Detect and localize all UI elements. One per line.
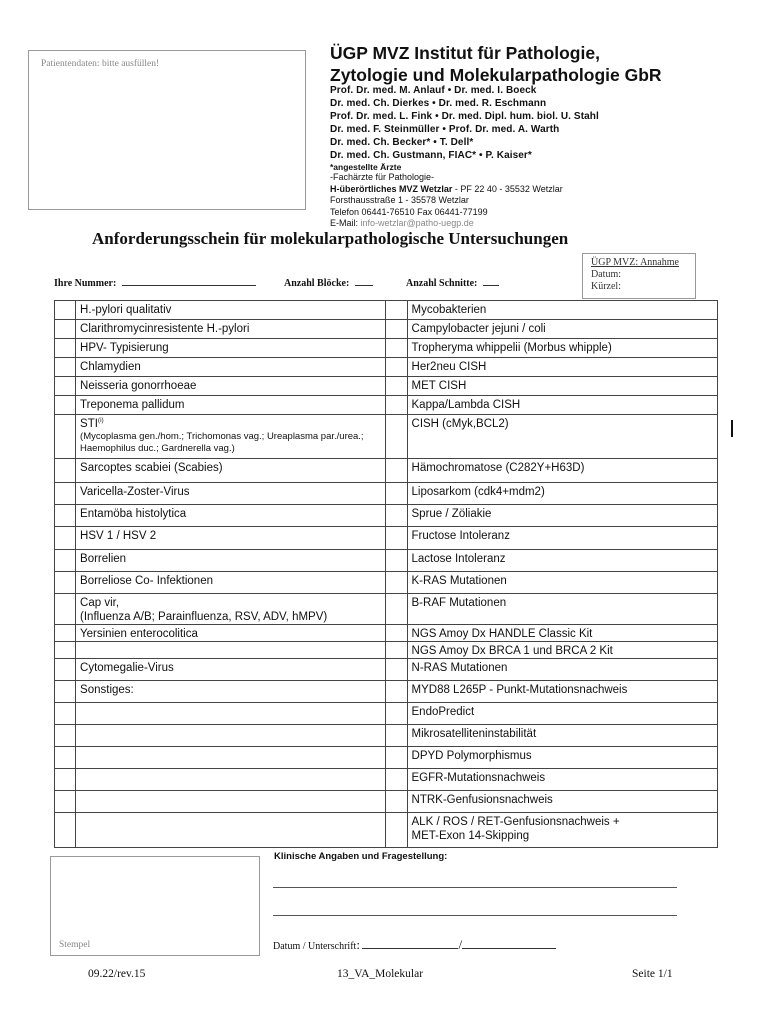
exam-label-alk <box>407 813 717 848</box>
checkbox-cell[interactable] <box>55 594 76 625</box>
exam-label: Fructose Intoleranz <box>407 527 717 550</box>
capvir-note: (Influenza A/B; Parainfluenza, RSV, ADV, hMPV) <box>80 611 328 623</box>
exam-label: NGS Amoy Dx BRCA 1 und BRCA 2 Kit <box>407 642 717 659</box>
patient-data-label: Patientendaten: bitte ausfüllen! <box>41 59 160 69</box>
checkbox-cell[interactable] <box>386 301 407 320</box>
table-row <box>55 358 718 377</box>
table-row <box>55 769 718 791</box>
exam-label: HSV 1 / HSV 2 <box>76 527 386 550</box>
exam-table <box>54 300 718 848</box>
sti-superscript: (i) <box>97 417 104 425</box>
checkbox-cell[interactable] <box>55 339 76 358</box>
exam-label: Borrelien <box>76 550 386 572</box>
text-cursor <box>731 420 733 437</box>
checkbox-cell[interactable] <box>386 550 407 572</box>
footer-code: 13_VA_Molekular <box>337 968 424 980</box>
checkbox-cell[interactable] <box>386 813 407 848</box>
checkbox-cell[interactable] <box>55 320 76 339</box>
checkbox-cell[interactable] <box>386 625 407 642</box>
table-row <box>55 301 718 320</box>
exam-label: Sonstiges: <box>76 681 386 703</box>
exam-label: Varicella-Zoster-Virus <box>76 483 386 505</box>
exam-label: EndoPredict <box>407 703 717 725</box>
exam-label-sti <box>76 415 386 459</box>
exam-label[interactable] <box>76 725 386 747</box>
stamp-label: Stempel <box>59 940 91 950</box>
doctors-line: Dr. med. Ch. Gustmann, FIAC* • P. Kaiser* <box>330 150 532 161</box>
exam-label: EGFR-Mutationsnachweis <box>407 769 717 791</box>
table-row <box>55 339 718 358</box>
checkbox-cell[interactable] <box>386 505 407 527</box>
checkbox-cell[interactable] <box>386 769 407 791</box>
table-row <box>55 659 718 681</box>
checkbox-cell[interactable] <box>386 358 407 377</box>
doctors-line: Prof. Dr. med. L. Fink • Dr. med. Dipl. hum. biol. U. Stahl <box>330 111 599 122</box>
checkbox-cell[interactable] <box>55 550 76 572</box>
address-bold: H-überörtliches MVZ Wetzlar <box>330 183 453 194</box>
exam-label[interactable] <box>76 747 386 769</box>
exam-label <box>76 642 386 659</box>
alk-label-line1: ALK / ROS / RET-Genfusionsnachweis + <box>411 816 620 828</box>
checkbox-cell[interactable] <box>55 459 76 483</box>
reception-date-label: Datum: <box>591 269 621 280</box>
checkbox-cell[interactable] <box>386 527 407 550</box>
stamp-box[interactable] <box>50 856 260 956</box>
table-row <box>55 459 718 483</box>
exam-label: MYD88 L265P - Punkt-Mutationsnachweis <box>407 681 717 703</box>
cuts-field <box>406 277 499 289</box>
checkbox-cell[interactable] <box>55 642 76 659</box>
address-rest: - PF 22 40 - 35532 Wetzlar <box>452 183 563 194</box>
table-row <box>55 377 718 396</box>
checkbox-cell[interactable] <box>55 377 76 396</box>
table-row <box>55 415 718 459</box>
table-row <box>55 527 718 550</box>
checkbox-cell[interactable] <box>55 483 76 505</box>
checkbox-cell[interactable] <box>386 483 407 505</box>
exam-label: NGS Amoy Dx HANDLE Classic Kit <box>407 625 717 642</box>
checkbox-cell[interactable] <box>386 459 407 483</box>
checkbox-cell[interactable] <box>386 659 407 681</box>
checkbox-cell[interactable] <box>55 813 76 848</box>
street-line: Forsthausstraße 1 - 35578 Wetzlar <box>330 195 469 205</box>
blocks-field <box>284 277 373 289</box>
table-row <box>55 396 718 415</box>
table-row <box>55 681 718 703</box>
form-title: Anforderungsschein für molekularpathologische Untersuchungen <box>92 229 569 248</box>
institute-title <box>330 42 662 86</box>
checkbox-cell[interactable] <box>55 769 76 791</box>
doctors-line: Dr. med. F. Steinmüller • Prof. Dr. med. A. Warth <box>330 124 560 135</box>
table-row <box>55 572 718 594</box>
table-row <box>55 642 718 659</box>
exam-label: DPYD Polymorphismus <box>407 747 717 769</box>
table-row <box>55 747 718 769</box>
email-address: info-wetzlar@patho-uegp.de <box>360 218 474 228</box>
contact-block <box>330 172 563 230</box>
number-field <box>54 277 256 289</box>
exam-label: Borreliose Co- Infektionen <box>76 572 386 594</box>
email-label: E-Mail: <box>330 218 361 228</box>
footer-page: Seite 1/1 <box>632 968 673 980</box>
checkbox-cell[interactable] <box>55 703 76 725</box>
exam-label: Her2neu CISH <box>407 358 717 377</box>
exam-label: Chlamydien <box>76 358 386 377</box>
number-input-line[interactable] <box>122 277 256 286</box>
exam-label[interactable] <box>76 813 386 848</box>
table-row <box>55 320 718 339</box>
clinical-info-title: Klinische Angaben und Fragestellung: <box>274 851 448 862</box>
exam-label: Treponema pallidum <box>76 396 386 415</box>
doctors-line: Dr. med. Ch. Dierkes • Dr. med. R. Eschmann <box>330 98 547 109</box>
checkbox-cell[interactable] <box>386 725 407 747</box>
date-signature-slash: / <box>458 937 463 952</box>
exam-label: NTRK-Genfusionsnachweis <box>407 791 717 813</box>
checkbox-cell[interactable] <box>55 301 76 320</box>
doctors-list <box>330 84 599 162</box>
date-signature-colon: : <box>356 937 360 952</box>
doctors-line: Dr. med. Ch. Becker* • T. Dell* <box>330 137 474 148</box>
exam-label: Mikrosatelliteninstabilität <box>407 725 717 747</box>
exam-label: Cytomegalie-Virus <box>76 659 386 681</box>
table-row <box>55 505 718 527</box>
date-input-line[interactable] <box>362 939 458 949</box>
blocks-label: Anzahl Blöcke: <box>284 278 350 289</box>
specialists-line: -Fachärzte für Pathologie- <box>330 172 435 182</box>
exam-label: Kappa/Lambda CISH <box>407 396 717 415</box>
alk-label-line2: MET-Exon 14-Skipping <box>411 830 530 842</box>
cuts-input-line[interactable] <box>483 277 499 286</box>
signature-input-line[interactable] <box>462 939 556 949</box>
address-line <box>330 184 563 196</box>
checkbox-cell[interactable] <box>55 358 76 377</box>
institute-title-line1: ÜGP MVZ Institut für Pathologie, <box>330 43 600 63</box>
exam-label[interactable] <box>76 769 386 791</box>
checkbox-cell[interactable] <box>386 594 407 625</box>
cuts-label: Anzahl Schnitte: <box>406 278 478 289</box>
checkbox-cell[interactable] <box>386 791 407 813</box>
checkbox-cell[interactable] <box>386 320 407 339</box>
checkbox-cell[interactable] <box>386 572 407 594</box>
exam-label: H.-pylori qualitativ <box>76 301 386 320</box>
exam-label: Campylobacter jejuni / coli <box>407 320 717 339</box>
checkbox-cell[interactable] <box>55 527 76 550</box>
sti-label: STI <box>80 418 98 430</box>
checkbox-cell[interactable] <box>386 642 407 659</box>
checkbox-cell[interactable] <box>55 747 76 769</box>
blocks-input-line[interactable] <box>355 277 373 286</box>
checkbox-cell[interactable] <box>55 415 76 459</box>
checkbox-cell[interactable] <box>386 747 407 769</box>
exam-label: Sarcoptes scabiei (Scabies) <box>76 459 386 483</box>
checkbox-cell[interactable] <box>55 725 76 747</box>
table-row <box>55 791 718 813</box>
checkbox-cell[interactable] <box>386 396 407 415</box>
exam-label: Yersinien enterocolitica <box>76 625 386 642</box>
exam-label: CISH (cMyk,BCL2) <box>407 415 717 459</box>
exam-label[interactable] <box>76 791 386 813</box>
table-row <box>55 594 718 625</box>
checkbox-cell[interactable] <box>55 505 76 527</box>
checkbox-cell[interactable] <box>386 377 407 396</box>
exam-label: Tropheryma whippelii (Morbus whipple) <box>407 339 717 358</box>
date-signature-label: Datum / Unterschrift <box>273 941 357 952</box>
checkbox-cell[interactable] <box>386 415 407 459</box>
exam-label: HPV- Typisierung <box>76 339 386 358</box>
doctors-line: Prof. Dr. med. M. Anlauf • Dr. med. I. Boeck <box>330 85 537 96</box>
checkbox-cell[interactable] <box>55 681 76 703</box>
table-row <box>55 625 718 642</box>
exam-label: N-RAS Mutationen <box>407 659 717 681</box>
table-row <box>55 725 718 747</box>
clinical-info-line[interactable] <box>273 887 677 888</box>
exam-label: Clarithromycinresistente H.-pylori <box>76 320 386 339</box>
exam-label: Sprue / Zöliakie <box>407 505 717 527</box>
footer-version: 09.22/rev.15 <box>88 968 146 980</box>
email-line <box>330 218 563 230</box>
exam-label: Entamöba histolytica <box>76 505 386 527</box>
exam-label: K-RAS Mutationen <box>407 572 717 594</box>
checkbox-cell[interactable] <box>386 681 407 703</box>
date-signature-field <box>273 937 556 953</box>
checkbox-cell[interactable] <box>55 396 76 415</box>
reception-title: ÜGP MVZ: Annahme <box>591 257 679 268</box>
reception-box <box>582 253 696 299</box>
phone-line: Telefon 06441-76510 Fax 06441-77199 <box>330 206 488 217</box>
exam-label[interactable] <box>76 703 386 725</box>
checkbox-cell[interactable] <box>55 791 76 813</box>
institute-title-line2: Zytologie und Molekularpathologie GbR <box>330 65 662 85</box>
checkbox-cell[interactable] <box>386 703 407 725</box>
exam-label: Hämochromatose (C282Y+H63D) <box>407 459 717 483</box>
exam-label-capvir <box>76 594 386 625</box>
exam-label: MET CISH <box>407 377 717 396</box>
exam-label: Liposarkom (cdk4+mdm2) <box>407 483 717 505</box>
clinical-info-line[interactable] <box>273 915 677 916</box>
checkbox-cell[interactable] <box>55 659 76 681</box>
table-row <box>55 703 718 725</box>
exam-label: Mycobakterien <box>407 301 717 320</box>
patient-data-box[interactable] <box>28 50 306 210</box>
number-label: Ihre Nummer: <box>54 278 117 289</box>
exam-label: B-RAF Mutationen <box>407 594 717 625</box>
checkbox-cell[interactable] <box>55 572 76 594</box>
checkbox-cell[interactable] <box>386 339 407 358</box>
table-row <box>55 550 718 572</box>
employed-note: *angestellte Ärzte <box>330 162 402 172</box>
table-row <box>55 483 718 505</box>
exam-label: Lactose Intoleranz <box>407 550 717 572</box>
table-row <box>55 813 718 848</box>
reception-initials-label: Kürzel: <box>591 281 621 292</box>
checkbox-cell[interactable] <box>55 625 76 642</box>
sti-note: (Mycoplasma gen./hom.; Trichomonas vag.; Ureaplasma par./urea.; Haemophilus duc.; Gardnerella vag.) <box>80 431 364 454</box>
exam-label: Neisseria gonorrhoeae <box>76 377 386 396</box>
capvir-label: Cap vir, <box>80 597 120 609</box>
